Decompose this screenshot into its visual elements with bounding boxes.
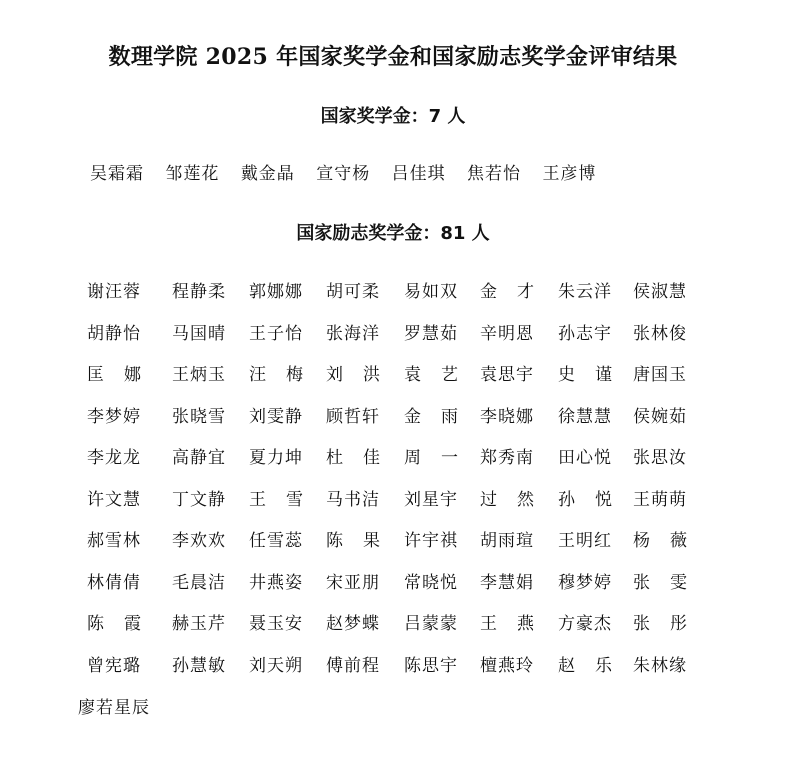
document-title: 数理学院 2025 年国家奖学金和国家励志奖学金评审结果 xyxy=(108,44,678,70)
recipient-name: 张彤 xyxy=(633,614,707,634)
recipient-name: 唐国玉 xyxy=(633,365,687,385)
recipient-name: 程静柔 xyxy=(172,282,226,302)
recipient-name: 侯婉茹 xyxy=(633,406,687,427)
recipient-name: 朱云洋 xyxy=(558,282,612,302)
name-grid-row xyxy=(87,405,777,447)
recipient-name: 胡雨瑄 xyxy=(480,531,534,551)
recipient-name: 杨薇 xyxy=(633,531,707,551)
recipient-name: 任雪蕊 xyxy=(249,531,303,551)
name-grid-row xyxy=(87,529,777,571)
recipient-name: 林倩倩 xyxy=(87,572,141,593)
recipient-name: 朱林缘 xyxy=(633,655,687,676)
recipient-name: 孙悦 xyxy=(558,489,632,510)
recipient-name: 汪梅 xyxy=(249,365,323,385)
recipient-name: 顾哲轩 xyxy=(326,406,380,427)
recipient-name: 徐慧慧 xyxy=(558,406,612,427)
recipient-name: 刘星宇 xyxy=(404,489,458,510)
recipient-name: 许文慧 xyxy=(87,489,141,510)
recipient-name: 袁思宇 xyxy=(480,365,534,385)
recipient-name: 史谨 xyxy=(558,365,632,385)
recipient-name: 易如双 xyxy=(404,282,458,302)
recipient-name: 井燕姿 xyxy=(249,572,303,593)
recipient-name: 袁艺 xyxy=(404,365,478,385)
recipient-name: 李晓娜 xyxy=(480,406,534,427)
recipient-name: 刘雯静 xyxy=(249,406,303,427)
recipient-name: 刘洪 xyxy=(326,365,400,385)
recipient-name: 赫玉芹 xyxy=(172,614,226,634)
recipient-name: 毛晨洁 xyxy=(172,572,226,593)
recipient-name: 吕佳琪 xyxy=(391,164,446,184)
recipient-name: 常晓悦 xyxy=(404,572,458,593)
encouragement-scholarship-heading: 国家励志奖学金：81 人 xyxy=(296,223,490,244)
recipient-name: 宋亚朋 xyxy=(326,572,380,593)
recipient-name: 吴霜霜 xyxy=(90,164,144,184)
recipient-name: 李龙龙 xyxy=(87,448,141,468)
recipient-name: 李梦婷 xyxy=(87,406,141,427)
recipient-name: 张雯 xyxy=(633,572,707,593)
recipient-name: 周一 xyxy=(404,448,478,468)
recipient-name: 邹莲花 xyxy=(165,164,220,184)
recipient-name: 王明红 xyxy=(558,531,612,551)
recipient-name: 杜佳 xyxy=(326,448,400,468)
recipient-name: 田心悦 xyxy=(558,448,612,468)
recipient-name: 陈思宇 xyxy=(404,655,458,676)
recipient-name: 陈霞 xyxy=(87,614,161,634)
name-grid-row xyxy=(87,571,777,613)
national-scholarship-heading: 国家奖学金：7 人 xyxy=(320,106,466,127)
recipient-name: 王子怡 xyxy=(249,323,303,344)
recipient-name: 刘天朔 xyxy=(249,655,303,676)
recipient-name: 王萌萌 xyxy=(633,489,687,510)
recipient-name: 曾宪璐 xyxy=(87,655,141,676)
recipient-name: 匡娜 xyxy=(87,365,161,385)
recipient-name: 侯淑慧 xyxy=(633,282,687,302)
name-grid-row xyxy=(87,654,777,696)
name-grid-row xyxy=(87,612,777,654)
encouragement-scholarship-name-grid xyxy=(87,280,777,695)
national-scholarship-name-list xyxy=(90,162,612,186)
recipient-name: 胡静怡 xyxy=(87,323,141,344)
recipient-name: 戴金晶 xyxy=(240,164,295,184)
name-grid-row xyxy=(87,446,777,488)
recipient-name: 张海洋 xyxy=(326,323,380,344)
name-grid-row xyxy=(87,322,777,364)
recipient-name: 谢汪蓉 xyxy=(87,282,141,302)
recipient-name: 过然 xyxy=(480,489,554,510)
name-grid-row xyxy=(87,488,777,530)
recipient-name: 辛明恩 xyxy=(480,323,534,344)
recipient-name: 王雪 xyxy=(249,489,323,510)
recipient-name: 赵乐 xyxy=(558,655,632,676)
recipient-name: 王炳玉 xyxy=(172,365,226,385)
recipient-name: 焦若怡 xyxy=(467,164,522,184)
recipient-name: 马国晴 xyxy=(172,323,226,344)
recipient-name: 李慧娟 xyxy=(480,572,534,593)
recipient-name: 胡可柔 xyxy=(326,282,380,302)
recipient-name: 孙志宇 xyxy=(558,323,612,344)
recipient-name: 傅前程 xyxy=(326,655,380,676)
recipient-name: 夏力坤 xyxy=(249,448,303,468)
recipient-name: 许宇祺 xyxy=(404,531,458,551)
recipient-name: 穆梦婷 xyxy=(558,572,612,593)
name-grid-row xyxy=(87,280,777,322)
recipient-name: 张思汝 xyxy=(633,448,687,468)
recipient-name: 吕蒙蒙 xyxy=(404,614,458,634)
recipient-name: 赵梦蝶 xyxy=(326,614,380,634)
recipient-name: 陈果 xyxy=(326,531,400,551)
recipient-name: 方豪杰 xyxy=(558,614,612,634)
recipient-name: 王彦博 xyxy=(542,164,597,184)
recipient-name: 聂玉安 xyxy=(249,614,303,634)
recipient-name: 檀燕玲 xyxy=(480,655,534,676)
recipient-name: 王燕 xyxy=(480,614,554,634)
recipient-name: 罗慧茹 xyxy=(404,323,458,344)
recipient-name: 宣守杨 xyxy=(316,164,371,184)
recipient-name: 金才 xyxy=(480,282,554,302)
recipient-name: 郑秀南 xyxy=(480,448,534,468)
recipient-name: 马书洁 xyxy=(326,489,380,510)
recipient-name: 郭娜娜 xyxy=(249,282,303,302)
recipient-name: 张林俊 xyxy=(633,323,687,344)
recipient-name: 金雨 xyxy=(404,406,478,427)
recipient-name: 李欢欢 xyxy=(172,531,226,551)
recipient-name: 廖若星辰 xyxy=(78,698,150,718)
name-grid-row xyxy=(87,363,777,405)
recipient-name: 孙慧敏 xyxy=(172,655,226,676)
recipient-name: 郝雪林 xyxy=(87,531,141,551)
recipient-name: 高静宜 xyxy=(172,448,226,468)
recipient-name: 丁文静 xyxy=(172,489,226,510)
recipient-name: 张晓雪 xyxy=(172,406,226,427)
